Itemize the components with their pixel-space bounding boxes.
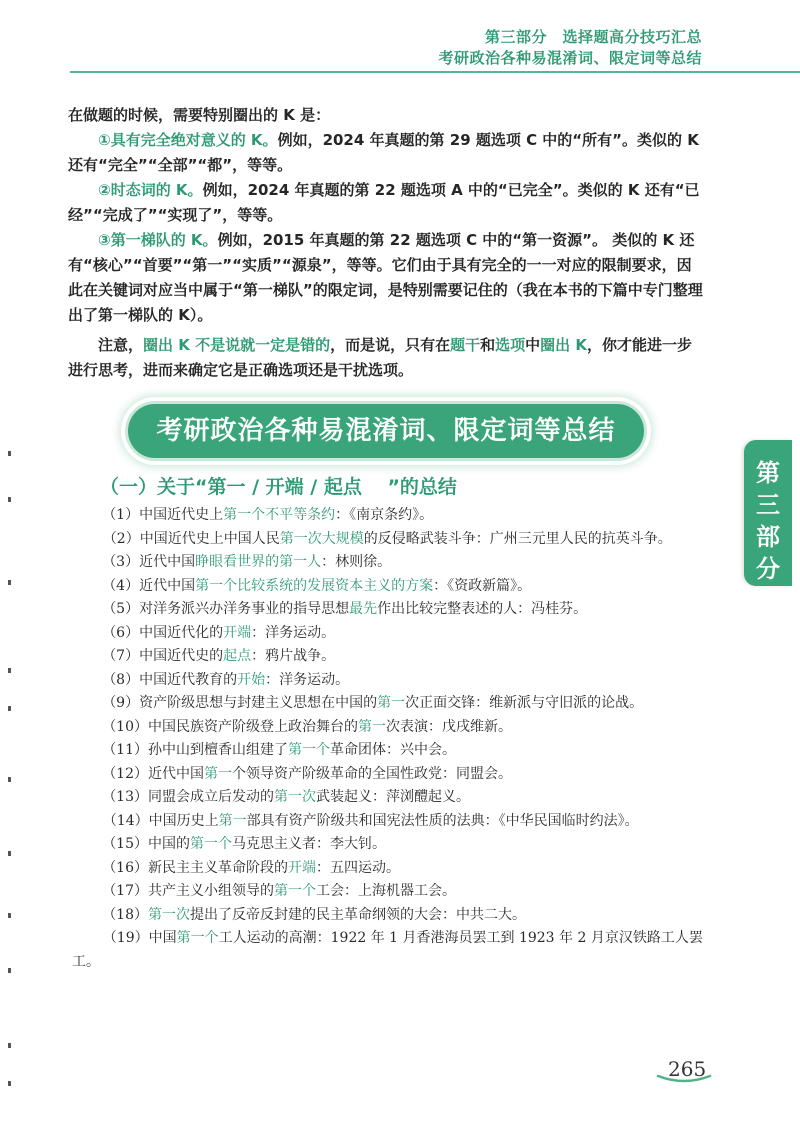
item-text: 的反侵略武装斗争：广州三元里人民的抗英斗争。 bbox=[363, 530, 672, 547]
intro-section bbox=[68, 103, 703, 383]
page-number: 265 bbox=[668, 1057, 707, 1081]
list-item bbox=[84, 880, 709, 904]
point-3-key: 第一梯队的 K。 bbox=[110, 231, 218, 249]
list-item bbox=[72, 927, 709, 974]
note-text: 注意， bbox=[98, 336, 144, 354]
item-number: （13） bbox=[102, 789, 149, 805]
item-text: 中国近代史的 bbox=[139, 648, 224, 664]
item-keyword: 第一 bbox=[358, 718, 387, 735]
scan-mark bbox=[8, 497, 11, 502]
point-2-text: 例如，2024 年真题的第 22 题选项 A 中的“已完全”。类似的 K 还有“已经”“完成了”“实现了”，等等。 bbox=[68, 181, 700, 224]
point-1-text: 例如，2024 年真题的第 29 题选项 C 中的“所有”。类似的 K 还有“完全”“全部”“都”，等等。 bbox=[68, 131, 699, 174]
scan-mark bbox=[8, 913, 11, 918]
item-text: 新民主主义革命阶段的 bbox=[148, 859, 289, 876]
item-text: 中国近代化的 bbox=[139, 624, 224, 641]
item-text: 中国的 bbox=[148, 836, 191, 852]
scan-mark bbox=[8, 668, 11, 673]
side-tab-char: 分 bbox=[756, 555, 780, 583]
item-text: 马克思主义者：李大钊。 bbox=[232, 836, 387, 852]
item-keyword: 第一个 bbox=[288, 742, 331, 758]
item-text: 中国近代教育的 bbox=[139, 671, 238, 688]
scan-mark bbox=[8, 968, 11, 973]
note-text: 和 bbox=[480, 336, 496, 354]
list-item bbox=[84, 622, 709, 646]
point-2-key: 时态词的 K。 bbox=[110, 181, 203, 199]
page-number-swoosh bbox=[656, 1072, 712, 1086]
point-2-marker: ② bbox=[98, 181, 111, 199]
list-item bbox=[72, 528, 709, 552]
item-number: （19） bbox=[102, 930, 149, 946]
item-text: 共产主义小组领导的 bbox=[148, 883, 275, 899]
item-text: 革命团体：兴中会。 bbox=[330, 742, 457, 758]
item-text: 次表演：戊戌维新。 bbox=[386, 718, 513, 735]
item-text: 个领导资产阶级革命的全国性政党：同盟会。 bbox=[232, 765, 513, 782]
intro-point-3 bbox=[68, 228, 703, 328]
item-text: 中国近代史上 bbox=[139, 507, 224, 523]
point-1-key: 具有完全绝对意义的 K。 bbox=[110, 131, 278, 149]
item-keyword: 第一个不平等条约 bbox=[223, 507, 336, 523]
list-item bbox=[84, 739, 709, 763]
list-item bbox=[84, 763, 709, 787]
item-text: 武装起义：萍浏醴起义。 bbox=[316, 789, 471, 805]
item-number: （6） bbox=[102, 624, 140, 641]
item-keyword: 第一个 bbox=[190, 836, 233, 852]
list-item bbox=[84, 692, 709, 716]
item-keyword: 开端 bbox=[288, 859, 317, 876]
item-keyword: 第一次 bbox=[148, 906, 191, 923]
item-number: （17） bbox=[102, 883, 149, 899]
header-rule bbox=[70, 71, 800, 73]
item-text: 近代中国 bbox=[139, 554, 196, 570]
item-keyword: 第一 bbox=[377, 695, 406, 711]
item-number: （9） bbox=[102, 695, 140, 711]
item-text: 部具有资产阶级共和国宪法性质的法典：《中华民国临时约法》。 bbox=[246, 812, 639, 829]
point-1-marker: ① bbox=[98, 131, 111, 149]
item-keyword: 第一个比较系统的发展资本主义的方案 bbox=[195, 577, 434, 594]
side-tab-char: 第 bbox=[756, 459, 780, 487]
item-text: ：林则徐。 bbox=[321, 554, 392, 570]
side-tab-char: 三 bbox=[756, 491, 780, 519]
note-highlight: 圈出 K bbox=[540, 336, 588, 354]
item-number: （4） bbox=[102, 577, 140, 594]
note-text: ，而是说，只有在 bbox=[330, 336, 451, 354]
item-text: 次正面交锋：维新派与守旧派的论战。 bbox=[405, 695, 644, 711]
item-keyword: 睁眼看世界的第一人 bbox=[195, 554, 322, 570]
list-item bbox=[84, 598, 709, 622]
item-keyword: 最先 bbox=[349, 601, 378, 617]
list-item bbox=[84, 904, 709, 928]
item-keyword: 第一次大规模 bbox=[279, 530, 364, 547]
point-3-text: 例如，2015 年真题的第 22 题选项 C 中的“第一资源”。 类似的 K 还有“核心”“首要”“第一”“实质”“源泉”，等等。它们由于具有完全的一一对应的限制要求，因此在关键词对应当中属于“第一梯队”的限定词，是特别需要记住的（我在本书的下篇中专门整理出了第一梯队的 K）。 bbox=[68, 231, 703, 324]
scan-mark bbox=[8, 1081, 11, 1086]
item-text: 中国民族资产阶级登上政治舞台的 bbox=[148, 718, 359, 735]
note-highlight: 选项 bbox=[495, 336, 526, 354]
item-text: 对洋务派兴办洋务事业的指导思想 bbox=[139, 601, 350, 617]
item-text: 近代中国 bbox=[139, 577, 196, 594]
item-number: （16） bbox=[102, 859, 149, 876]
item-number: （18） bbox=[102, 906, 149, 923]
item-text: 资产阶级思想与封建主义思想在中国的 bbox=[139, 695, 378, 711]
note-text: 中 bbox=[525, 336, 541, 354]
item-text: 同盟会成立后发动的 bbox=[148, 789, 275, 805]
item-number: （8） bbox=[102, 671, 140, 688]
item-text: ：洋务运动。 bbox=[265, 671, 350, 688]
item-keyword: 第一次 bbox=[274, 789, 317, 805]
section-heading: （一）关于“第一 / 开端 / 起点 ”的总结 bbox=[100, 476, 457, 498]
chapter-banner: 考研政治各种易混淆词、限定词等总结 bbox=[128, 404, 644, 458]
list-item bbox=[72, 810, 709, 834]
intro-note bbox=[68, 333, 703, 383]
item-number: （12） bbox=[102, 765, 149, 782]
side-tab-char: 部 bbox=[756, 523, 780, 551]
item-number: （11） bbox=[102, 742, 149, 758]
list-item bbox=[84, 857, 709, 881]
item-number: （14） bbox=[102, 812, 149, 829]
item-number: （7） bbox=[102, 648, 140, 664]
item-text: 提出了反帝反封建的民主革命纲领的大会：中共二大。 bbox=[190, 906, 527, 923]
header-part-title: 第三部分 选择题高分技巧汇总 bbox=[484, 28, 702, 46]
item-number: （5） bbox=[102, 601, 140, 617]
item-text: 中国历史上 bbox=[148, 812, 219, 829]
list-item bbox=[84, 786, 709, 810]
item-text: 中国 bbox=[148, 930, 177, 946]
list-item bbox=[84, 716, 709, 740]
list-item bbox=[84, 575, 709, 599]
intro-lead: 在做题的时候，需要特别圈出的 K 是： bbox=[68, 106, 331, 124]
scan-mark bbox=[8, 1043, 11, 1048]
item-text: ：鸦片战争。 bbox=[251, 648, 336, 664]
item-number: （3） bbox=[102, 554, 140, 570]
list-item bbox=[84, 504, 709, 528]
note-highlight: 题干 bbox=[450, 336, 481, 354]
item-text: 孙中山到檀香山组建了 bbox=[148, 742, 289, 758]
item-text: ：《南京条约》。 bbox=[335, 507, 434, 523]
item-number: （15） bbox=[102, 836, 149, 852]
item-keyword: 起点 bbox=[223, 648, 252, 664]
list-item bbox=[84, 833, 709, 857]
intro-point-1 bbox=[68, 128, 703, 178]
item-number: （1） bbox=[102, 507, 140, 523]
scan-mark bbox=[8, 851, 11, 856]
side-tab-part-three bbox=[744, 440, 792, 586]
item-text: ：五四运动。 bbox=[316, 859, 401, 876]
list-item bbox=[84, 669, 709, 693]
scan-mark bbox=[8, 451, 11, 456]
item-keyword: 第一个 bbox=[274, 883, 317, 899]
item-text: 近代中国 bbox=[148, 765, 205, 782]
header-chapter-title: 考研政治各种易混淆词、限定词等总结 bbox=[438, 49, 702, 67]
item-keyword: 开始 bbox=[237, 671, 266, 688]
note-highlight: 圈出 K 不是说就一定是错的 bbox=[143, 336, 331, 354]
list-item bbox=[84, 645, 709, 669]
item-text: 工会：上海机器工会。 bbox=[316, 883, 457, 899]
list-item bbox=[84, 551, 709, 575]
item-text: 中国近代史上中国人民 bbox=[139, 530, 280, 547]
item-keyword: 第一 bbox=[218, 812, 247, 829]
scan-mark bbox=[8, 777, 11, 782]
item-text: 工人运动的高潮：1922 年 1 月香港海员罢工到 1923 年 2 月京汉铁路工人罢工。 bbox=[72, 930, 703, 970]
item-text: ：洋务运动。 bbox=[251, 624, 336, 641]
summary-list bbox=[72, 504, 709, 974]
item-keyword: 第一个 bbox=[176, 930, 219, 946]
item-number: （2） bbox=[102, 530, 140, 547]
note-text: ，你才能进一步进行思考，进而来确定它是正确选项还是干扰选项。 bbox=[68, 336, 693, 379]
item-keyword: 第一 bbox=[204, 765, 233, 782]
item-number: （10） bbox=[102, 718, 149, 735]
item-text: 作出比较完整表述的人：冯桂芬。 bbox=[377, 601, 588, 617]
item-text: ：《资政新篇》。 bbox=[433, 577, 532, 594]
intro-point-2 bbox=[68, 178, 703, 228]
point-3-marker: ③ bbox=[98, 231, 111, 249]
scan-mark bbox=[8, 580, 11, 585]
scan-mark bbox=[8, 706, 11, 711]
item-keyword: 开端 bbox=[223, 624, 252, 641]
